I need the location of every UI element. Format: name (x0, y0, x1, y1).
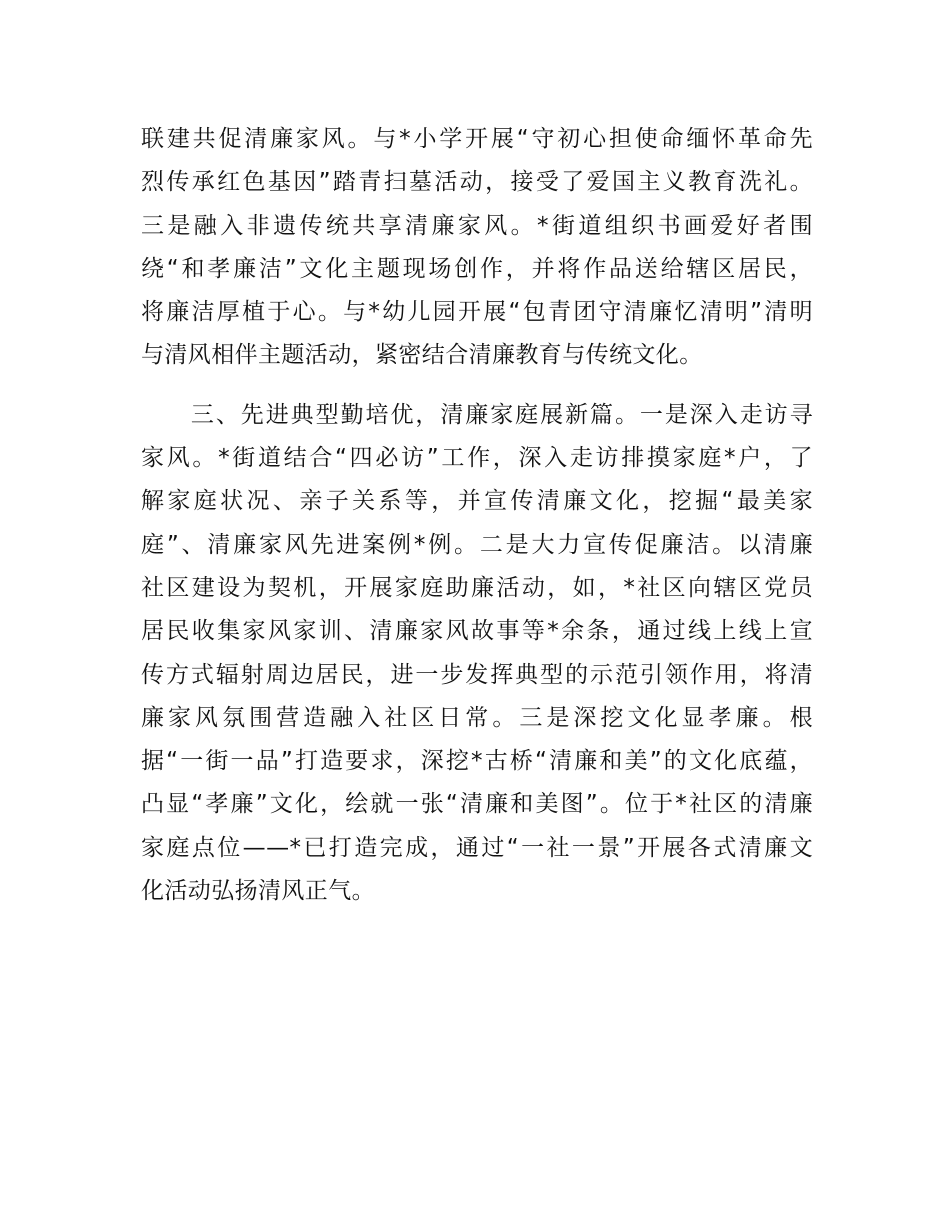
text-line: 据“一街一品”打造要求，深挖*古桥“清廉和美”的文化底蕴， (141, 748, 813, 775)
text-line: 三是融入非遗传统共享清廉家风。*街道组织书画爱好者围 (141, 212, 813, 239)
text-line: 烈传承红色基因”踏青扫墓活动，接受了爱国主义教育洗礼。 (141, 169, 813, 196)
paragraph-spacer (141, 378, 813, 394)
text-line: 廉家风氛围营造融入社区日常。三是深挖文化显孝廉。根 (141, 704, 813, 731)
text-line: 传方式辐射周边居民，进一步发挥典型的示范引领作用，将清 (141, 661, 813, 688)
text-line: 家风。*街道结合“四必访”工作，深入走访排摸家庭*户，了 (141, 445, 813, 472)
text-line: 居民收集家风家训、清廉家风故事等*余条，通过线上线上宣 (141, 618, 813, 645)
document-body (141, 118, 813, 913)
paragraph-1 (141, 118, 813, 378)
text-line: 庭”、清廉家风先进案例*例。二是大力宣传促廉洁。以清廉 (141, 531, 813, 558)
text-line: 绕“和孝廉洁”文化主题现场创作，并将作品送给辖区居民， (141, 255, 813, 282)
text-line: 解家庭状况、亲子关系等，并宣传清廉文化，挖掘“最美家 (141, 488, 813, 515)
text-line: 联建共促清廉家风。与*小学开展“守初心担使命缅怀革命先 (141, 126, 813, 152)
paragraph-2 (141, 394, 813, 914)
text-line: 化活动弘扬清风正气。 (141, 878, 375, 905)
text-line: 三、先进典型勤培优，清廉家庭展新篇。一是深入走访寻 (141, 401, 813, 428)
text-line: 家庭点位——*已打造完成，通过“一社一景”开展各式清廉文 (141, 834, 813, 861)
text-line: 社区建设为契机，开展家庭助廉活动，如，*社区向辖区党员 (141, 574, 813, 601)
text-line: 与清风相伴主题活动，紧密结合清廉教育与传统文化。 (141, 342, 703, 369)
text-line: 凸显“孝廉”文化，绘就一张“清廉和美图”。位于*社区的清廉 (141, 791, 813, 818)
text-line: 将廉洁厚植于心。与*幼儿园开展“包青团守清廉忆清明”清明 (141, 299, 813, 326)
